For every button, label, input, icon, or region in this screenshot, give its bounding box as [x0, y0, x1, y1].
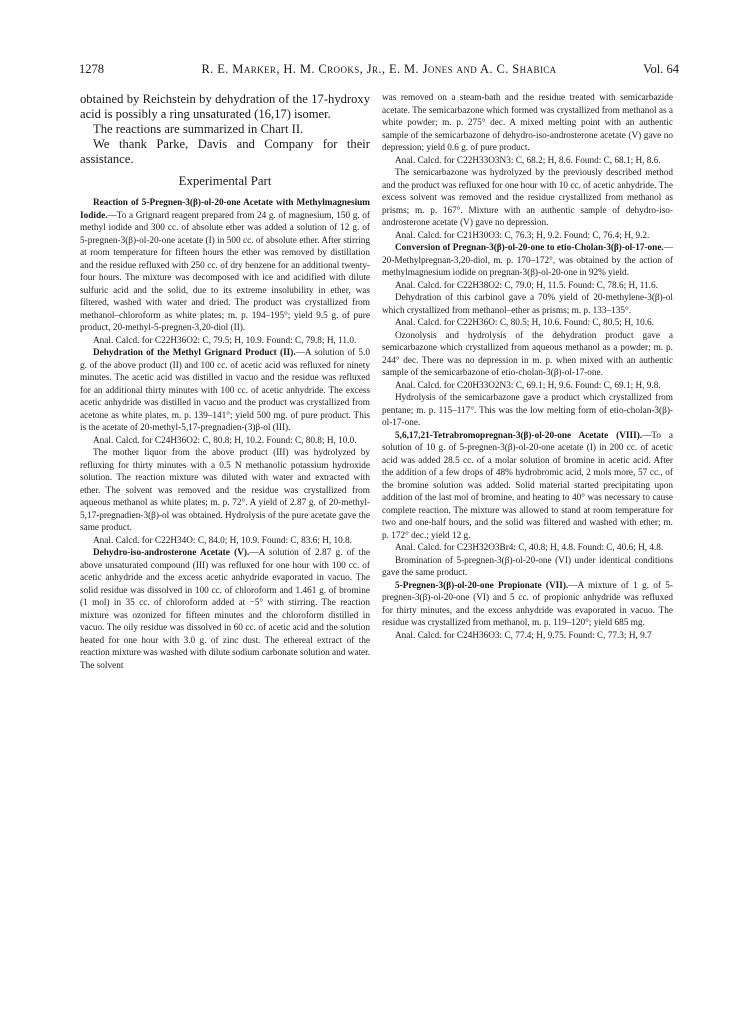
paragraph-title: Dehydration of the Methyl Grignard Product (II). [93, 348, 296, 358]
right-column [382, 92, 673, 642]
analysis-line: Anal. Calcd. for C22H36O2: C, 79.5; H, 10.9. Found: C, 79.8; H, 11.0. [93, 335, 357, 346]
analysis-line: Anal. Calcd. for C24H36O2: C, 80.8; H, 10.2. Found: C, 80.8; H, 10.0. [93, 435, 357, 446]
dehydro-paragraph [80, 547, 370, 672]
paragraph-body: —A mixture of 1 g. of 5-pregnen-3(β)-ol-20-one (VI) and 5 cc. of propionic anhydride was refluxed for thirty minutes, and the excess anhydride was evaporated in vacuo. The residue was crystallized from methanol, m. p. 119–120°; yield 685 mg. [382, 580, 673, 628]
paragraph-body: —A solution of 2.87 g. of the above unsaturated compound (III) was refluxed for one hour with 100 cc. of acetic anhydride and the excess acetic anhydride evaporated in vacuo. The solid residue was dissolved in 100 cc. of chloroform and 1.461 g. of bromine (1 mol) in 35 cc. of chloroform added at −5° with stirring. The reaction mixture was ozonized for fifteen minutes and the chloroform distilled in vacuo. The oily residue was dissolved in 60 cc. of acetic acid and the solution heated for one hour with 3.0 g. of zinc dust. The ethereal extract of the reaction mixture was washed with dilute sodium carbonate solution and water. The solvent [80, 548, 371, 671]
analysis-line: Anal. Calcd. for C24H36O3: C, 77.4; H, 9.75. Found: C, 77.3; H, 9.7 [395, 630, 652, 641]
paragraph-body: —To a Grignard reagent prepared from 24 g. of magnesium, 150 g. of methyl iodide and 300 cc. of absolute ether was added a solution of 12 g. of 5-pregnen-3(β)-ol-20-one acetate (I) in 500 cc. of absolute ether. After stirring at room temperature for fifteen hours the ether was removed by distillation and the residue refluxed with 250 cc. of dry benzene for an additional twenty-four hours. The mixture was decomposed with ice and acidified with dilute sulfuric acid and the solid, due to its extreme insolubility in ether, was filtered, washed with water and dried. The product was crystallized from methanol–chloroform as white plates; m. p. 194–195°; yield 9.5 g. of pure product, 20-methyl-5-pregnen-3,20-diol (II). [80, 210, 370, 333]
analysis-line: Anal. Calcd. for C21H30O3: C, 76.3; H, 9.2. Found: C, 76.4; H, 9.2. [395, 230, 650, 241]
analysis-line: Anal. Calcd. for C22H36O: C, 80.5; H, 10.6. Found: C, 80.5; H, 10.6. [395, 318, 654, 328]
grignard-paragraph [80, 197, 370, 335]
volume-number: Vol. 64 [643, 62, 679, 76]
mother-liquor-paragraph: The mother liquor from the above product (III) was hydrolyzed by refluxing for thirty minutes with a 0.5 N methanolic potassium hydroxide solution. The reaction mixture was diluted with water and extracted with ether. The solvent was removed and the residue was crystallized from aqueous methanol as white plates; m. p. 72°. A yield of 2.87 g. of 20-methyl-5,17-pregnadien-3(β)-ol was obtained. Hydrolysis of the pure acetate gave the same product. [80, 448, 370, 533]
analysis-line: Anal. Calcd. for C23H32O3Br4: C, 40.8; H, 4.8. Found: C, 40.6; H, 4.8. [395, 543, 664, 553]
paragraph-title: Dehydro-iso-androsterone Acetate (V). [93, 548, 250, 558]
paragraph-body: —20-Methylpregnan-3,20-diol, m. p. 170–172°, was obtained by the action of methylmagnesium iodide on pregnan-3(β)-ol-20-one in 92% yield. [382, 243, 673, 278]
analysis-line: Anal. Calcd. for C22H38O2: C, 79.0; H, 11.5. Found: C, 78.6; H, 11.6. [395, 280, 658, 291]
section-heading: Experimental Part [178, 174, 272, 188]
bromination-paragraph: Bromination of 5-pregnen-3(β)-ol-20-one (VI) under identical conditions gave the same product. [382, 555, 673, 578]
paragraph-title: 5-Pregnen-3(β)-ol-20-one Propionate (VII). [395, 580, 569, 591]
paragraph-body: —To a solution of 10 g. of 5-pregnen-3(β)-ol-20-one acetate (I) in 200 cc. of acetic acid was added 28.5 cc. of a molar solution of bromine in acetic acid. After the addition of a few drops of 48% hydrobromic acid, 2 mols more, 57 cc., of the bromine solution was added. Solid material started precipitating upon addition of the last mol of bromine, and heating to 40° was necessary to cause complete reaction. The mixture was allowed to stand at room temperature for two and one-half hours, and the solid was filtered and washed with ether; m. p. 172° dec.; yield 12 g. [382, 430, 673, 541]
carbinol-paragraph: Dehydration of this carbinol gave a 70% yield of 20-methylene-3(β)-ol which crystallized from methanol–ether as prisms; m. p. 133–135°. [382, 293, 673, 316]
paragraph-title: Conversion of Pregnan-3(β)-ol-20-one to etio-Cholan-3(β)-ol-17-one. [395, 243, 664, 253]
running-header [79, 62, 679, 80]
analysis-line: Anal. Calcd. for C20H33O2N3: C, 69.1; H, 9.6. Found: C, 69.1; H, 9.8. [395, 380, 661, 391]
tetrabromo-paragraph [382, 430, 673, 543]
hydrolysis-paragraph: Hydrolysis of the semicarbazone gave a product which crystallized from pentane; m. p. 115–117°. This was the low melting form of etio-cholan-3(β)-ol-17-one. [382, 393, 673, 428]
intro-paragraph: obtained by Reichstein by dehydration of the 17-hydroxy acid is possibly a ring unsaturated (16,17) isomer. [80, 92, 370, 121]
acknowledgment-paragraph: We thank Parke, Davis and Company for their assistance. [80, 137, 370, 166]
analysis-line: Anal. Calcd. for C22H34O: C, 84.0; H, 10.9. Found: C, 83.6; H, 10.8. [93, 535, 352, 546]
paragraph-title: 5,6,17,21-Tetrabromopregnan-3(β)-ol-20-one Acetate (VIII). [395, 430, 643, 441]
left-column [80, 92, 370, 672]
conversion-paragraph [382, 242, 673, 280]
semicarbazone-paragraph: The semicarbazone was hydrolyzed by the previously described method and the product was refluxed for one hour with 10 cc. of acetic anhydride. The excess solvent was removed and the residue crystallized from methanol as prisms; m. p. 167°. Mixture with an authentic sample of dehydro-iso-androsterone acetate (V) gave no depression. [382, 168, 673, 228]
ozonolysis-paragraph: Ozonolysis and hydrolysis of the dehydration product gave a semicarbazone which crystallized from aqueous methanol as a powder; m. p. 244° dec. There was no depression in m. p. when mixed with an authentic sample of the semicarbazone of etio-cholan-3(β)-ol-17-one. [382, 330, 673, 378]
continued-paragraph: was removed on a steam-bath and the residue treated with semicarbazide acetate. The semicarbazone which formed was crystallized from methanol as a white powder; m. p. 275° dec. A mixed melting point with an authentic sample of the semicarbazone of dehydro-iso-androsterone acetate (V) gave no depression; yield 0.6 g. of pure product. [382, 93, 673, 153]
propionate-paragraph [382, 580, 673, 630]
summary-paragraph: The reactions are summarized in Chart II. [93, 122, 304, 136]
dehydration-paragraph [80, 347, 370, 435]
author-line: R. E. Marker, H. M. Crooks, Jr., E. M. Jones and A. C. Shabica [201, 62, 557, 76]
paragraph-body: —A solution of 5.0 g. of the above product (II) and 100 cc. of acetic acid was refluxed for ninety minutes. The acetic acid was distilled in vacuo and the residue was refluxed for an additional thirty minutes with 100 cc. of acetic anhydride. The excess acetic anhydride was distilled in vacuo and the product was crystallized from acetone as white plates, m. p. 139–141°; yield 500 mg. of pure product. This is the acetate of 20-methyl-5,17-pregnadien-(3)β-ol (III). [80, 348, 370, 433]
paragraph-title: Reaction of 5-Pregnen-3(β)-ol-20-one Acetate with Methylmagnesium Iodide. [80, 198, 370, 221]
analysis-line: Anal. Calcd. for C22H33O3N3: C, 68.2; H, 8.6. Found: C, 68.1; H, 8.6. [395, 155, 661, 166]
page-number: 1278 [79, 62, 104, 76]
